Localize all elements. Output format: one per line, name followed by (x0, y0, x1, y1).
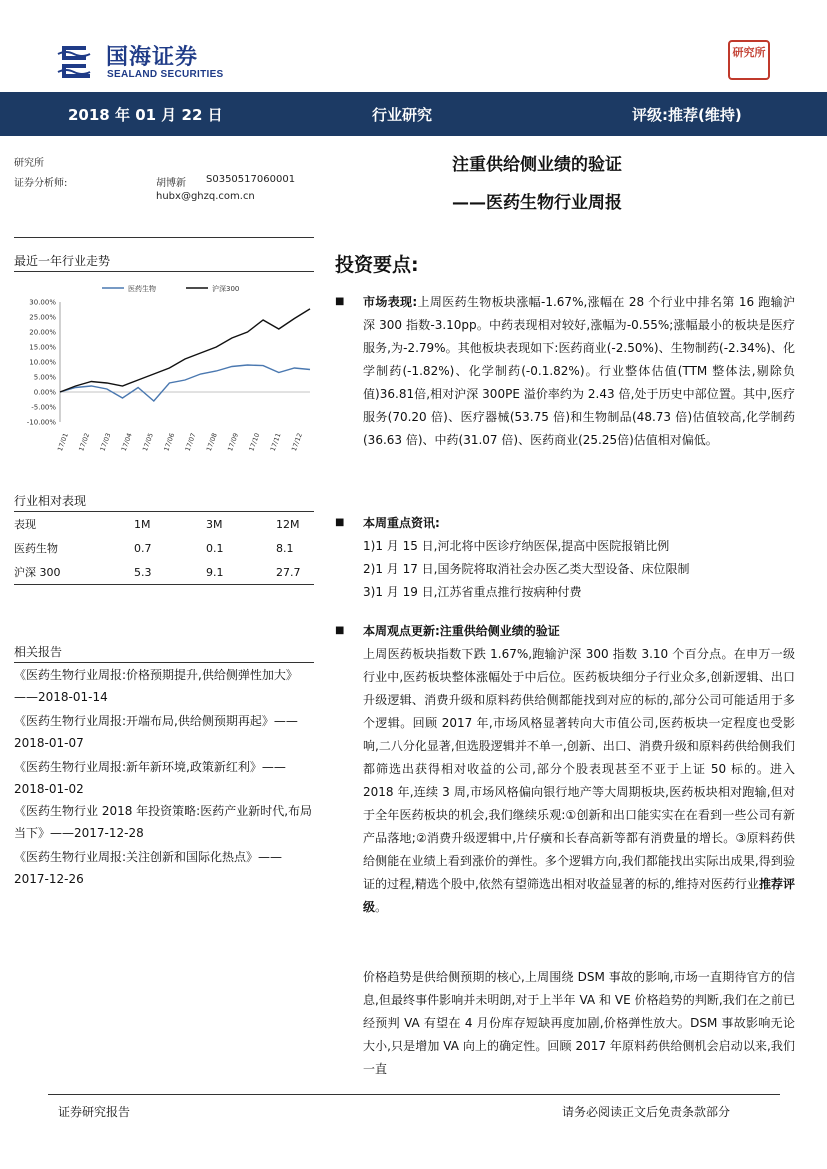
divider (14, 584, 314, 585)
x-tick-label: 17/12 (289, 431, 304, 453)
sealand-logo-icon (56, 40, 96, 84)
invest-points-title: 投资要点: (335, 254, 419, 276)
bullet-square-icon: ■ (335, 517, 345, 528)
view-update-text: 上周医药板块指数下跌 1.67%,跑输沪深 300 指数 3.10 个百分点。在申万一级行业中,医药板块整体涨幅处于中后位。医药板块细分子行业众多,创新逻辑、出口升级逻辑、消费升级和原料药供给侧都能找到对应的标的,部分公司可能适用于多个逻辑。回顾 2017 年,市场风格显著转向大市值公司,医药板块一定程度也受影响,二八分化显著,但选股逻辑并不单一,创新、出口、消费升级和原料药供给侧我们都筛选出获得相对收益的公司,部分个股表现甚至不亚于上证 50 标的。进入 2018 年,连续 3 周,市场风格偏向银行地产等大周期板块,医药板块相对跑输,但对于全年医药板块的机会,我们继续乐观:①创新和出口能实实在在看到一些公司有新产品落地;②消费升级逻辑中,片仔癀和长春高新等都有消费量的增长。③原料药供给侧能在业绩上看到涨价的弹性。多个逻辑方向,我们都能找出实际出成果,得到验证的过程,精选个股中,依然有望筛选出相对收益显著的标的,维持对医药行业 (363, 647, 795, 891)
series-line (60, 365, 310, 401)
related-section-title: 相关报告 (14, 645, 63, 659)
x-tick-label: 17/04 (119, 431, 134, 453)
divider (14, 662, 314, 663)
research-seal-icon: 研究所 (728, 40, 770, 80)
related-report-link[interactable]: 《医药生物行业周报:开端布局,供给侧预期再起》——2018-01-07 (14, 714, 298, 750)
view-update-paragraph (363, 643, 795, 919)
logo-english-name: SEALAND SECURITIES (107, 69, 224, 80)
header-band (0, 92, 827, 136)
news-heading (363, 512, 795, 535)
y-tick-label: 25.00% (29, 313, 56, 322)
analyst-license: S0350517060001 (206, 174, 296, 185)
bullet-square-icon: ■ (335, 625, 345, 636)
y-tick-label: 5.00% (33, 373, 56, 382)
x-tick-label: 17/08 (204, 431, 219, 453)
report-rating: 评级:推荐(维持) (632, 106, 742, 124)
table-cell: 9.1 (206, 565, 224, 579)
institute-label: 研究所 (14, 158, 44, 169)
y-tick-label: 0.00% (33, 388, 56, 397)
related-report-link[interactable]: 《医药生物行业 2018 年投资策略:医药产业新时代,布局当下》——2017-12-28 (14, 804, 313, 840)
news-item: 2)1 月 17 日,国务院将取消社会办医乙类大型设备、床位限制 (363, 562, 690, 576)
table-header-cell: 12M (276, 517, 300, 531)
y-tick-label: 30.00% (29, 298, 56, 307)
view-update-end: 。 (375, 900, 388, 914)
table-cell: 0.7 (134, 541, 152, 555)
footer-left-text: 证券研究报告 (58, 1105, 131, 1119)
y-tick-label: -5.00% (31, 403, 56, 412)
related-report-link[interactable]: 《医药生物行业周报:关注创新和国际化热点》——2017-12-26 (14, 850, 283, 886)
x-tick-label: 17/05 (141, 431, 155, 453)
table-header-row (14, 512, 314, 536)
table-cell: 27.7 (276, 565, 301, 579)
logo-chinese-name: 国海证券 (106, 45, 199, 70)
view-update-heading (363, 620, 795, 643)
x-tick-label: 17/07 (183, 431, 198, 453)
legend-label: 医药生物 (128, 285, 156, 293)
table-cell: 医药生物 (14, 542, 58, 555)
divider (14, 237, 314, 238)
analyst-email[interactable]: hubx@ghzq.com.cn (156, 191, 255, 202)
chart-section-title: 最近一年行业走势 (14, 254, 111, 268)
chart-lines (60, 309, 310, 401)
related-report-link[interactable]: 《医药生物行业周报:新年新环境,政策新红利》——2018-01-02 (14, 760, 286, 796)
x-tick-label: 17/02 (77, 431, 92, 453)
perf-section-title: 行业相对表现 (14, 494, 87, 508)
x-tick-label: 17/01 (55, 431, 70, 453)
table-header-cell: 表现 (14, 518, 36, 531)
footer-disclaimer-text: 请务必阅读正文后免责条款部分 (562, 1105, 731, 1119)
table-row (14, 536, 314, 560)
table-cell: 8.1 (276, 541, 294, 555)
y-tick-label: 20.00% (29, 328, 56, 337)
y-tick-label: 10.00% (29, 358, 56, 367)
market-performance-paragraph (363, 291, 795, 452)
view-update-heading-text: 本周观点更新:注重供给侧业绩的验证 (363, 624, 560, 638)
analyst-role: 证券分析师: (14, 178, 68, 189)
y-axis (27, 299, 310, 427)
report-date: 2018 年 01 月 22 日 (68, 106, 223, 124)
y-tick-label: -10.00% (26, 418, 56, 427)
table-cell: 0.1 (206, 541, 224, 555)
table-row (14, 560, 314, 584)
relative-performance-table (14, 512, 314, 584)
footer-divider (48, 1094, 780, 1095)
report-subtitle: ——医药生物行业周报 (452, 193, 622, 213)
news-item: 3)1 月 19 日,江苏省重点推行按病种付费 (363, 585, 582, 599)
report-title: 注重供给侧业绩的验证 (452, 155, 622, 175)
x-tick-label: 17/09 (226, 431, 241, 453)
table-header-cell: 1M (134, 517, 151, 531)
related-report-link[interactable]: 《医药生物行业周报:价格预期提升,供给侧弹性加大》——2018-01-14 (14, 668, 298, 704)
market-performance-heading: 市场表现: (363, 295, 418, 309)
bullet-square-icon: ■ (335, 296, 345, 307)
x-tick-label: 17/10 (247, 431, 262, 453)
table-cell: 5.3 (134, 565, 152, 579)
report-type: 行业研究 (372, 106, 433, 124)
x-tick-label: 17/03 (98, 431, 113, 453)
x-axis (56, 432, 304, 452)
news-item: 1)1 月 15 日,河北将中医诊疗纳医保,提高中医院报销比例 (363, 539, 670, 553)
legend-label: 沪深300 (212, 285, 240, 293)
chart-legend (102, 284, 239, 293)
company-logo (56, 38, 306, 88)
analyst-name: 胡博新 (156, 178, 186, 189)
price-trend-paragraph: 价格趋势是供给侧预期的核心,上周围绕 DSM 事故的影响,市场一直期待官方的信息,但最终事件影响并未明朗,对于上半年 VA 和 VE 价格趋势的判断,我们在之前已经预判 VA 有望在 4 月份库存短缺再度加剧,价格弹性放大。DSM 事故影响无论大小,只是增加 VA 向上的确定性。回顾 2017 年原料药供给侧机会启动以来,我们一直 (363, 970, 795, 1076)
x-tick-label: 17/06 (162, 431, 177, 453)
x-tick-label: 17/11 (268, 431, 283, 453)
market-performance-text: 上周医药生物板块涨幅-1.67%,涨幅在 28 个行业中排名第 16 跑输沪深 300 指数-3.10pp。中药表现相对较好,涨幅为-0.55%;涨幅最小的板块是医疗服务,为-2.79%。其他板块表现如下:医药商业(-2.50%)、生物制药(-2.34%)、化学制药(-1.82%)、化学制药(-0.1.82%)。行业整体估值(TTM 整体法,剔除负值)36.81倍,相对沪深 300PE 溢价率约为 2.43 倍,处于历史中部位置。其中,医疗服务(70.20 倍)、医疗器械(53.75 倍)和生物制品(48.73 倍)估值较高,化学制药(36.63 倍)、中药(31.07 倍)、医药商业(25.25倍)估值相对偏低。 (363, 295, 795, 447)
industry-trend-chart (14, 280, 320, 460)
y-tick-label: 15.00% (29, 343, 56, 352)
divider (14, 271, 314, 272)
table-header-cell: 3M (206, 517, 223, 531)
news-heading-text: 本周重点资讯: (363, 516, 440, 530)
table-cell: 沪深 300 (14, 566, 61, 579)
rating-emphasis: 推荐评级 (363, 877, 795, 914)
